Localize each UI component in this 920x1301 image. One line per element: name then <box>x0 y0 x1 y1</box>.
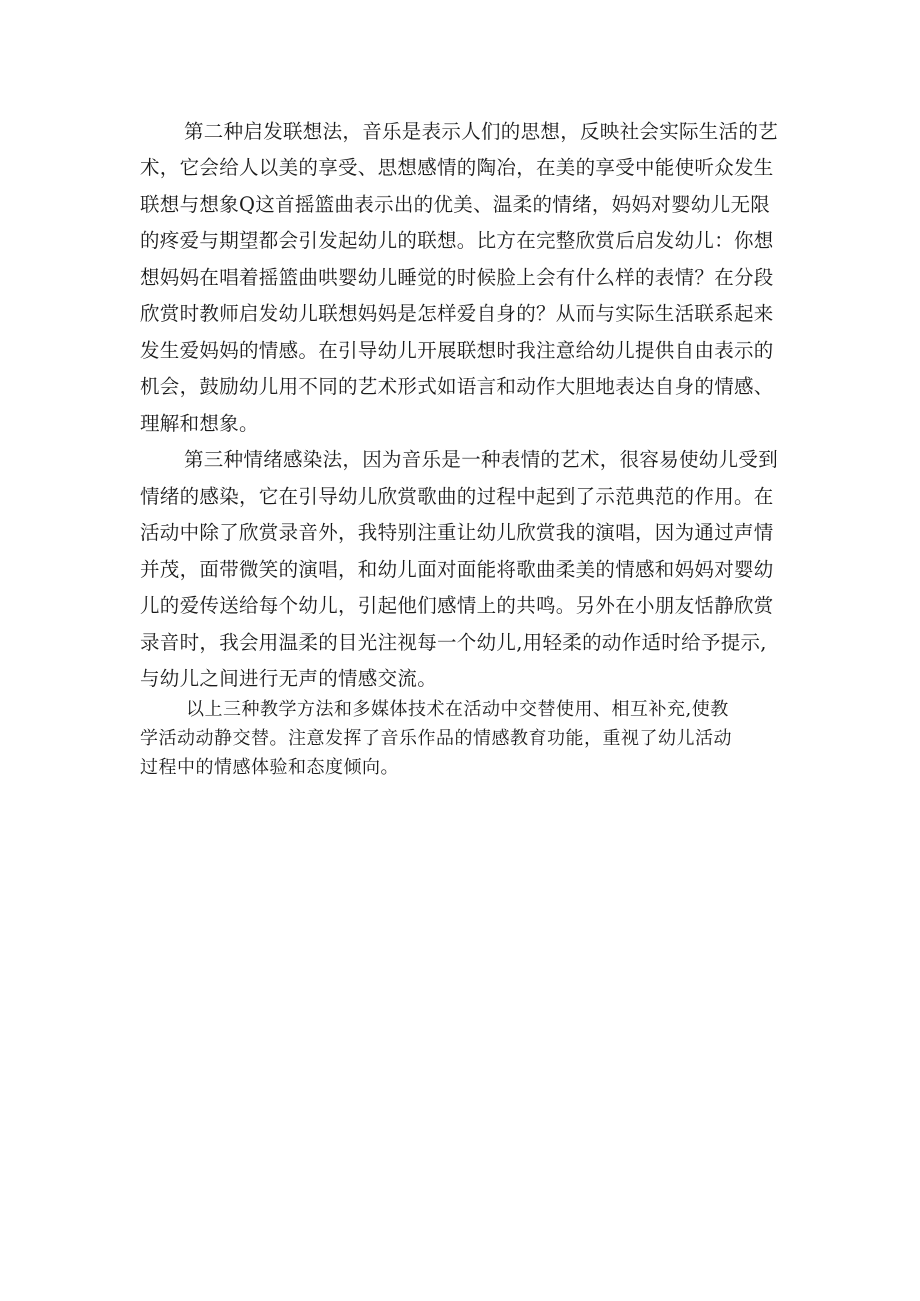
paragraph-1-line-5: 想妈妈在唱着摇篮曲哄婴幼儿睡觉的时候脸上会有什么样的表情？在分段 <box>140 266 774 289</box>
paragraph-3-line-1: 以上三种教学方法和多媒体技术在活动中交替使用、相互补充,使教 <box>186 699 729 720</box>
paragraph-3-line-2: 学活动动静交替。注意发挥了音乐作品的情感教育功能，重视了幼儿活动 <box>140 728 732 749</box>
paragraph-2-line-6: 录音时，我会用温柔的目光注视每一个幼儿,用轻柔的动作适时给予提示, <box>140 631 767 654</box>
paragraph-3-line-3: 过程中的情感体验和态度倾向。 <box>140 757 399 778</box>
paragraph-1-line-9: 理解和想象。 <box>140 412 259 435</box>
paragraph-2-line-4: 并茂，面带微笑的演唱，和幼儿面对面能将歌曲柔美的情感和妈妈对婴幼 <box>140 558 774 581</box>
paragraph-1-line-6: 欣赏时教师启发幼儿联想妈妈是怎样爱自身的？从而与实际生活联系起来 <box>140 302 774 325</box>
paragraph-2-line-7: 与幼儿之间进行无声的情感交流。 <box>140 667 438 690</box>
paragraph-1-line-4: 的疼爱与期望都会引发起幼儿的联想。比方在完整欣赏后启发幼儿：你想 <box>140 229 774 252</box>
paragraph-2-line-5: 儿的爱传送给每个幼儿，引起他们感情上的共鸣。另外在小朋友恬静欣赏 <box>140 594 774 617</box>
paragraph-1-line-3: 联想与想象Q这首摇篮曲表示出的优美、温柔的情绪，妈妈对婴幼儿无限 <box>140 193 771 216</box>
paragraph-1-line-1: 第二种启发联想法，音乐是表示人们的思想，反映社会实际生活的艺 <box>184 120 779 143</box>
paragraph-1-line-8: 机会，鼓励幼儿用不同的艺术形式如语言和动作大胆地表达自身的情感、 <box>140 375 774 398</box>
paragraph-2-line-2: 情绪的感染，它在引导幼儿欣赏歌曲的过程中起到了示范典范的作用。在 <box>140 485 774 508</box>
paragraph-2-line-1: 第三种情绪感染法，因为音乐是一种表情的艺术，很容易使幼儿受到 <box>184 448 779 471</box>
paragraph-1-line-2: 术，它会给人以美的享受、思想感情的陶冶，在美的享受中能使听众发生 <box>140 156 774 179</box>
paragraph-2-line-3: 活动中除了欣赏录音外，我特别注重让幼儿欣赏我的演唱，因为通过声情 <box>140 521 774 544</box>
paragraph-1-line-7: 发生爱妈妈的情感。在引导幼儿开展联想时我注意给幼儿提供自由表示的 <box>140 339 774 362</box>
